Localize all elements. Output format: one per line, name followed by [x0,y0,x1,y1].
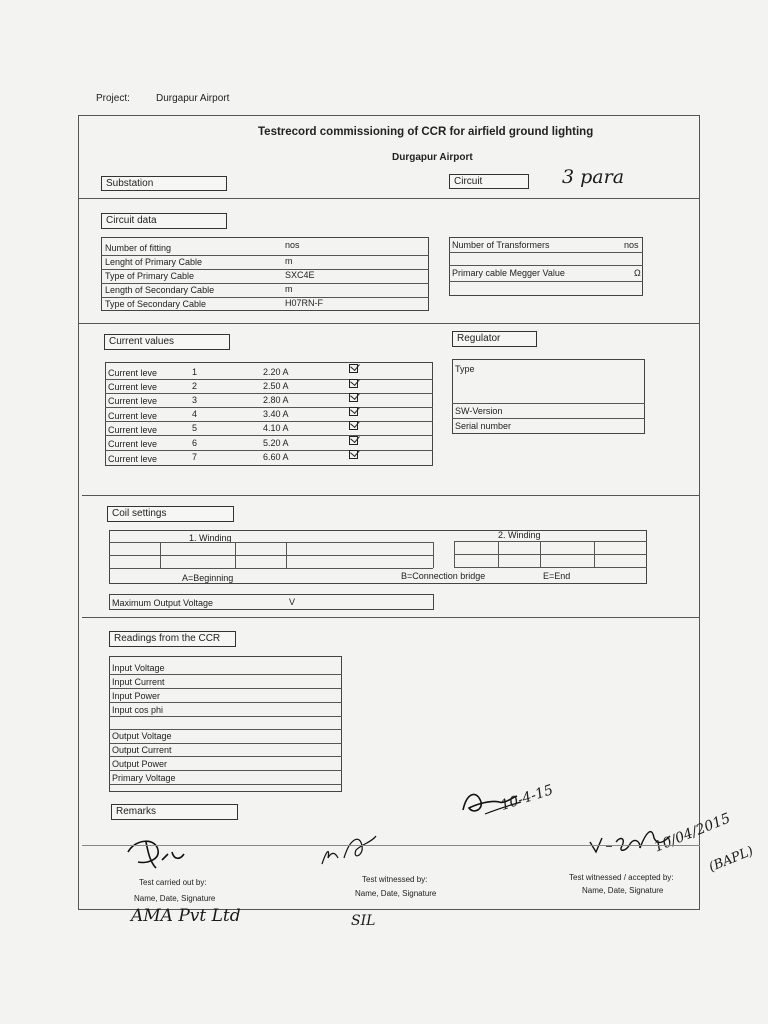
current-row-level: 2 [192,381,198,391]
circuit-field[interactable] [449,174,529,189]
row-line [101,297,429,298]
reading-label: Input Power [112,691,161,701]
signature-1-sub: Name, Date, Signature [134,894,216,903]
project-value: Durgapur Airport [156,93,230,104]
current-row-level: 6 [192,438,198,448]
col-line [498,541,499,567]
row-line [105,421,433,422]
signature-3-date: 10/04/2015 [651,810,733,856]
circuit-row-value[interactable]: SXC4E [285,270,315,280]
row-line [109,729,342,730]
row-line [109,568,433,569]
circuit-label: Circuit [454,176,483,187]
circuit-row-value[interactable]: H07RN-F [285,298,324,308]
right-row-value[interactable]: nos [624,240,639,250]
row-line [454,541,647,542]
row-line [109,716,342,717]
check-icon[interactable] [349,450,358,459]
col-line [160,542,161,568]
check-icon[interactable] [349,379,358,388]
circuit-row-value[interactable]: m [285,256,293,266]
current-row-level: 5 [192,423,198,433]
row-line [109,674,342,675]
row-line [105,393,433,394]
current-row-value: 5.20 A [263,438,289,448]
col-line [454,541,455,567]
row-line [109,688,342,689]
circuit-data-header [101,213,227,229]
readings-title: Readings from the CCR [114,633,221,644]
row-line [452,418,645,419]
divider [82,845,700,846]
circuit-row-label: Number of fitting [105,243,172,253]
circuit-row-value[interactable]: m [285,284,293,294]
row-line [449,252,643,253]
form-subtitle: Durgapur Airport [392,152,473,163]
row-line [109,784,342,785]
circuit-handwritten: 3 para [562,166,625,188]
right-row-label: Number of Transformers [452,240,550,250]
divider [82,617,700,618]
check-icon[interactable] [349,364,358,373]
coil-settings-header [107,506,234,522]
readings-header [109,631,236,647]
winding-1-label: 1. Winding [189,533,232,543]
regulator-title: Regulator [457,333,501,344]
col-line [433,542,434,568]
current-row-label: Current leve [108,411,158,421]
col-line [286,542,287,568]
reading-label: Primary Voltage [112,773,176,783]
winding-2-label: 2. Winding [498,530,541,540]
current-row-level: 1 [192,367,198,377]
form-title: Testrecord commissioning of CCR for airfield ground lighting [258,126,594,138]
regulator-serial-label: Serial number [455,421,512,431]
right-row-value[interactable]: Ω [634,268,641,278]
signature-2-label: Test witnessed by: [362,875,428,884]
row-line [105,407,433,408]
circuit-row-label: Type of Primary Cable [105,271,195,281]
row-line [449,281,643,282]
remarks-title: Remarks [116,806,157,817]
reading-label: Input Voltage [112,663,165,673]
current-values-title: Current values [109,336,175,347]
legend-b: B=Connection bridge [401,571,486,581]
regulator-header [452,331,537,347]
signature-2 [316,828,386,872]
check-icon[interactable] [349,421,358,430]
circuit-row-label: Lenght of Primary Cable [105,257,203,267]
circuit-row-label: Type of Secondary Cable [105,299,207,309]
row-line [109,756,342,757]
max-output-voltage-label: Maximum Output Voltage [112,598,214,608]
signature-1-company: AMA Pvt Ltd [131,906,241,926]
row-line [449,265,643,266]
col-line [594,541,595,567]
current-row-value: 3.40 A [263,409,289,419]
current-row-level: 7 [192,452,198,462]
current-row-value: 4.10 A [263,423,289,433]
check-icon[interactable] [349,393,358,402]
current-row-level: 4 [192,409,198,419]
current-row-label: Current leve [108,382,158,392]
regulator-sw-label: SW-Version [455,406,503,416]
check-icon[interactable] [349,436,358,445]
current-row-value: 2.50 A [263,381,289,391]
substation-field[interactable] [101,176,227,191]
circuit-row-label: Length of Secondary Cable [105,285,215,295]
row-line [101,283,429,284]
current-row-value: 2.20 A [263,367,289,377]
row-line [109,555,433,556]
row-line [454,554,647,555]
signature-2-sub: Name, Date, Signature [355,889,437,898]
row-line [105,450,433,451]
row-line [105,435,433,436]
divider [78,323,700,324]
row-line [109,542,433,543]
circuit-data-title: Circuit data [106,215,157,226]
signature-2-company: SIL [351,913,376,929]
current-row-level: 3 [192,395,198,405]
project-label: Project: [96,93,130,104]
signature-3-sub: Name, Date, Signature [582,886,664,895]
current-row-label: Current leve [108,454,158,464]
coil-settings-title: Coil settings [112,508,167,519]
reading-label: Input cos phi [112,705,164,715]
col-line [235,542,236,568]
current-row-value: 6.60 A [263,452,289,462]
max-output-voltage-unit: V [289,597,296,607]
legend-e: E=End [543,571,571,581]
circuit-row-value[interactable]: nos [285,240,300,250]
signature-3-company: (BAPL) [706,843,756,876]
row-line [109,770,342,771]
current-row-label: Current leve [108,396,158,406]
signature-3-label: Test witnessed / accepted by: [569,873,674,882]
remarks-header [111,804,238,820]
row-line [101,269,429,270]
legend-a: A=Beginning [182,573,234,583]
row-line [109,743,342,744]
reading-label: Output Voltage [112,731,172,741]
current-row-label: Current leve [108,439,158,449]
regulator-type-label: Type [455,364,475,374]
col-line [540,541,541,567]
reading-label: Output Current [112,745,172,755]
substation-label: Substation [106,178,154,189]
current-row-label: Current leve [108,425,158,435]
current-row-value: 2.80 A [263,395,289,405]
current-values-header [104,334,230,350]
signature-1-label: Test carried out by: [139,878,207,887]
row-line [101,255,429,256]
row-line [452,403,645,404]
reading-label: Input Current [112,677,165,687]
reading-label: Output Power [112,759,168,769]
divider [78,198,700,199]
right-row-label: Primary cable Megger Value [452,268,565,278]
current-row-label: Current leve [108,368,158,378]
signature-1 [122,832,202,872]
check-icon[interactable] [349,407,358,416]
row-line [109,702,342,703]
remarks-handwritten-date: 10-4-15 [498,782,556,814]
row-line [105,379,433,380]
row-line [454,567,647,568]
divider [82,495,700,496]
